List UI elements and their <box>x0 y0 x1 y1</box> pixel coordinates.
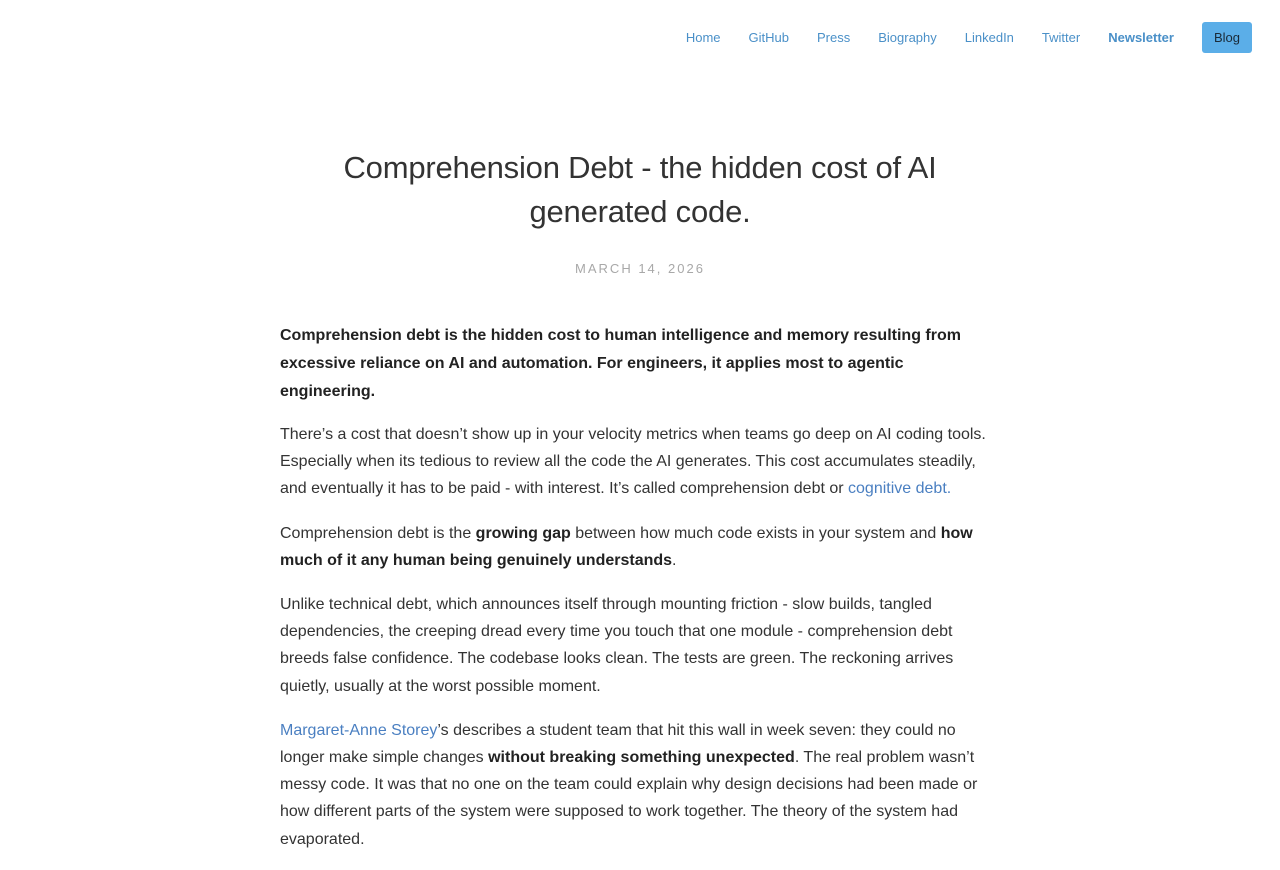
blog-article <box>280 146 1000 870</box>
nav-twitter-link[interactable]: Twitter <box>1041 29 1081 45</box>
article-date: MARCH 14, 2026 <box>575 261 705 276</box>
paragraph-text: between how much code exists in your system and <box>570 524 941 542</box>
nav-home-link[interactable]: Home <box>685 29 721 45</box>
paragraph-technical-debt: Unlike technical debt, which announces itself through mounting friction - slow builds, tangled dependencies, the creeping dread every time you touch that one module - comprehension debt breeds false confidence. The codebase looks clean. The tests are green. The reckoning arrives quietly, usually at the worst possible moment. <box>280 596 954 695</box>
paragraph-definition <box>280 520 1000 574</box>
paragraph-text: ’s describes a student team that hit this wall in week seven: they could no longer make simple changes <box>280 721 956 767</box>
paragraph-storey <box>280 717 1000 853</box>
emphasis-growing-gap: growing gap <box>475 524 571 542</box>
paragraph-text: Comprehension debt is the <box>280 524 476 542</box>
emphasis-human-understanding: how much of it any human being genuinely understands <box>280 524 973 569</box>
cognitive-debt-link[interactable]: cognitive debt. <box>848 480 952 498</box>
nav-newsletter-link[interactable]: Newsletter <box>1108 29 1174 45</box>
paragraph-text: . The real problem wasn’t messy code. It was that no one on the team could explain why design decisions had been made or how different parts of the system were supposed to work together. The theory of the system had evaporated. <box>280 749 978 848</box>
paragraph-text: . <box>672 551 677 569</box>
nav-blog-button[interactable]: Blog <box>1202 22 1252 53</box>
nav-press-link[interactable]: Press <box>816 29 851 45</box>
nav-linkedin-link[interactable]: LinkedIn <box>964 29 1014 45</box>
margaret-anne-storey-link[interactable]: Margaret-Anne Storey <box>280 721 438 739</box>
article-lead: Comprehension debt is the hidden cost to human intelligence and memory resulting from excessive reliance on AI and automation. For engineers, it applies most to agentic engineering. <box>280 327 961 400</box>
emphasis-breaking-something: without breaking something unexpected <box>488 749 795 767</box>
article-title: Comprehension Debt - the hidden cost of AI generated code. <box>343 150 937 229</box>
nav-biography-link[interactable]: Biography <box>878 29 937 45</box>
top-navigation <box>0 0 1280 74</box>
nav-list <box>658 22 1252 53</box>
paragraph-velocity <box>280 421 1000 503</box>
paragraph-text: There’s a cost that doesn’t show up in your velocity metrics when teams go deep on AI coding tools. Especially when its tedious to review all the code the AI generates. This cost accumulates steadily, and eventually it has to be paid - with interest. It’s called comprehension debt or <box>280 426 986 498</box>
nav-github-link[interactable]: GitHub <box>748 29 789 45</box>
